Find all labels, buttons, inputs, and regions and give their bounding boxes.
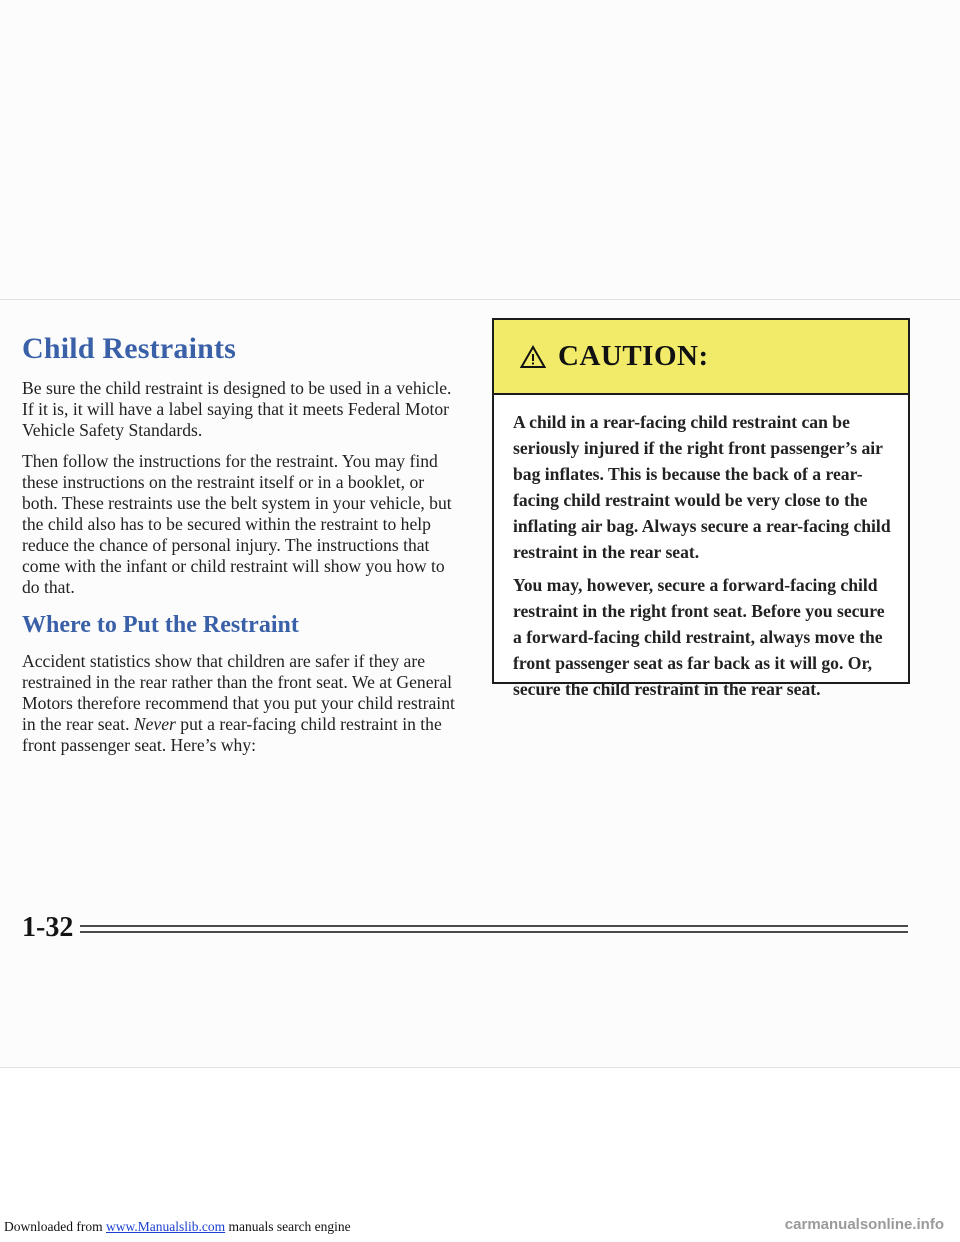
footer-prefix: Downloaded from xyxy=(4,1219,103,1234)
left-column xyxy=(22,332,462,766)
download-footer xyxy=(0,1214,960,1242)
footer-rule-upper xyxy=(80,925,908,927)
subsection-title: Where to Put the Restraint xyxy=(22,612,299,638)
intro-paragraph: Be sure the child restraint is designed to be used in a vehicle. If it is, it will have a label saying that it meets Federal Motor Vehicle Safety Standards. xyxy=(22,378,452,440)
placement-text-before: Accident statistics show that children are safer if they are restrained in the rear rather than the front seat. We at General Motors therefore recommend that you put your child restraint in the rear seat. xyxy=(22,651,455,734)
placement-paragraph xyxy=(22,651,462,756)
caution-body xyxy=(494,395,908,702)
footer-suffix: manuals search engine xyxy=(228,1219,351,1234)
placement-text-after: put a rear-facing child restraint in the front passenger seat. Here’s why: xyxy=(22,714,442,755)
manualslib-link[interactable]: www.Manualslib.com xyxy=(105,1219,226,1234)
footer-rule-lower xyxy=(80,931,908,933)
caution-paragraph: A child in a rear-facing child restraint can be seriously injured if the right front passenger’s air bag inflates. This is because the back of a rear-facing child restraint would be very close to the inflating air bag. Always secure a rear-facing child restraint in the rear seat. xyxy=(513,412,891,562)
never-emphasis: Never xyxy=(133,714,176,734)
bottom-divider xyxy=(0,1067,960,1068)
caution-header xyxy=(494,320,908,395)
section-title: Child Restraints xyxy=(22,332,237,365)
page-number: 1-32 xyxy=(22,912,74,943)
caution-title: CAUTION: xyxy=(558,340,709,372)
caution-paragraph: You may, however, secure a forward-facing child restraint in the right front seat. Before you secure a forward-facing child restraint, always move the front passenger seat as far back as it will go. Or, secure the child restraint in the rear seat. xyxy=(513,575,885,699)
download-notice xyxy=(4,1219,351,1235)
top-divider xyxy=(0,299,960,300)
site-watermark: carmanualsonline.info xyxy=(784,1216,944,1233)
warning-triangle-icon xyxy=(520,345,546,369)
instructions-paragraph: Then follow the instructions for the restraint. You may find these instructions on the restraint itself or in a booklet, or both. These restraints use the belt system in your vehicle, but the child also has to be secured within the restraint to help reduce the chance of personal injury. The instructions that come with the infant or child restraint will show you how to do that. xyxy=(22,451,452,597)
caution-box xyxy=(492,318,910,699)
